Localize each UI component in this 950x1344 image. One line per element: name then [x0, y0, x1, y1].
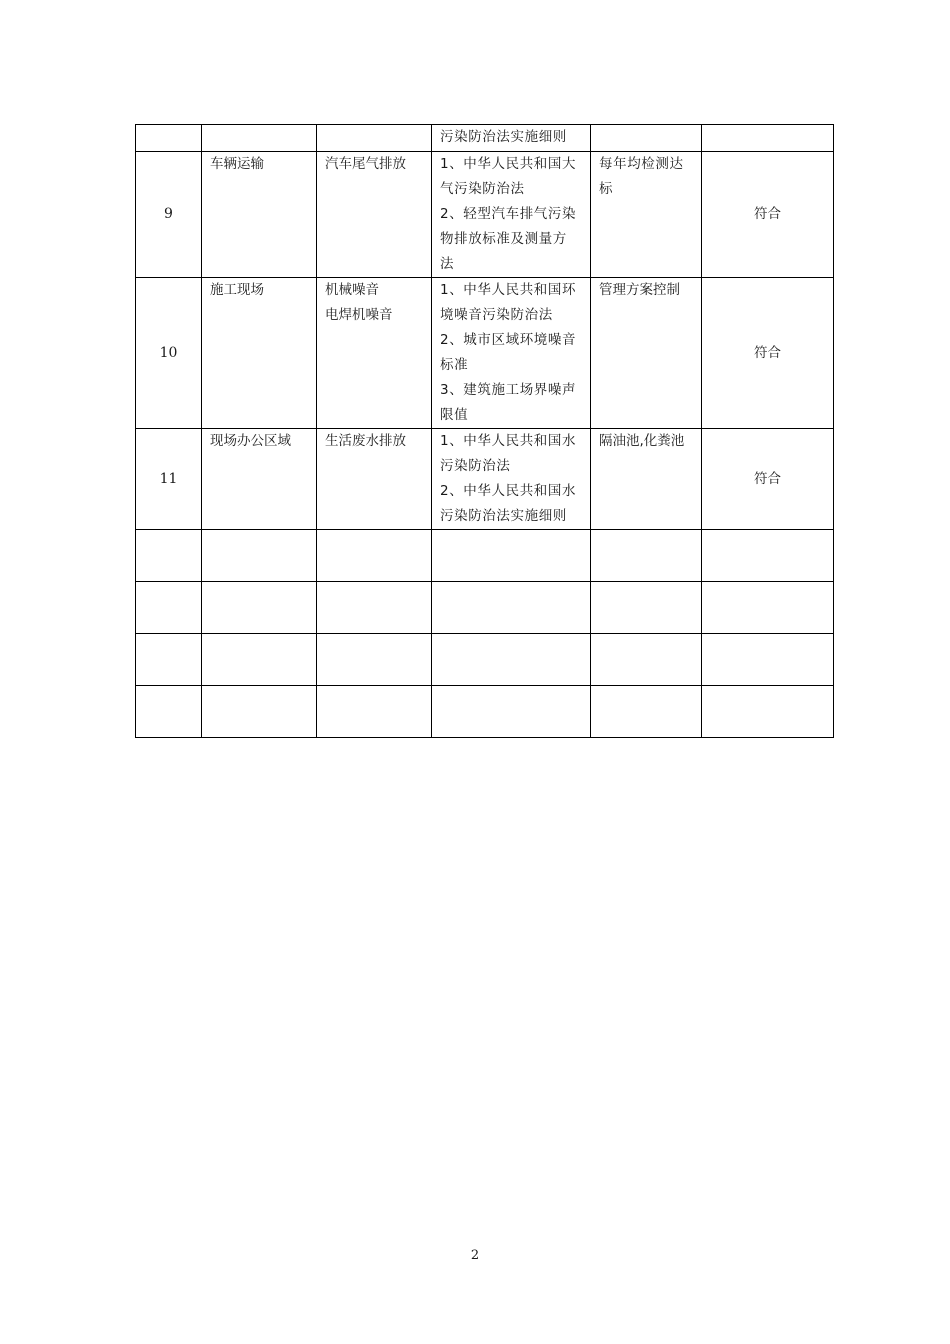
- law-line: 境噪音污染防治法: [440, 307, 553, 323]
- law-line: 限值: [440, 407, 469, 423]
- cell-location: [202, 278, 317, 429]
- measure-line: 标: [599, 181, 614, 197]
- measure-line: 每年均检测达: [599, 156, 684, 172]
- empty-cell: [591, 530, 702, 582]
- empty-cell: [136, 634, 202, 686]
- empty-cell: [432, 530, 591, 582]
- law-line: 2、轻型汽车排气污染: [440, 206, 577, 222]
- law-line: 2、城市区域环境噪音: [440, 332, 577, 348]
- cell-factor: [317, 429, 432, 530]
- empty-cell: [591, 634, 702, 686]
- empty-table-row: [136, 582, 834, 634]
- empty-cell: [591, 582, 702, 634]
- cell-law: [432, 278, 591, 429]
- cell-measure: [591, 125, 702, 152]
- law-line: 污染防治法: [440, 458, 511, 474]
- cell-result: 符合: [702, 278, 834, 429]
- page-number: 2: [470, 1248, 480, 1263]
- factor-text: 生活废水排放: [325, 433, 406, 449]
- empty-cell: [432, 582, 591, 634]
- law-line: 1、中华人民共和国大: [440, 156, 577, 172]
- cell-factor: [317, 278, 432, 429]
- row-number: 11: [136, 429, 202, 530]
- empty-cell: [317, 634, 432, 686]
- location-text: 现场办公区域: [210, 433, 291, 449]
- empty-cell: [202, 686, 317, 738]
- law-line: 1、中华人民共和国水: [440, 433, 577, 449]
- empty-cell: [317, 686, 432, 738]
- law-line: 污染防治法实施细则: [440, 129, 567, 145]
- cell-law: [432, 125, 591, 152]
- cell-location: [202, 429, 317, 530]
- location-text: 车辆运输: [210, 156, 264, 172]
- environmental-regulation-table: [135, 124, 834, 738]
- empty-cell: [702, 634, 834, 686]
- empty-cell: [317, 582, 432, 634]
- law-line: 气污染防治法: [440, 181, 525, 197]
- cell-measure: [591, 278, 702, 429]
- cell-factor: [317, 125, 432, 152]
- law-line: 1、中华人民共和国环: [440, 282, 577, 298]
- empty-cell: [317, 530, 432, 582]
- empty-cell: [702, 530, 834, 582]
- empty-cell: [432, 686, 591, 738]
- cell-no: [136, 125, 202, 152]
- cell-result: [702, 125, 834, 152]
- law-line: 3、建筑施工场界噪声: [440, 382, 577, 398]
- cell-law: [432, 152, 591, 278]
- cell-factor: [317, 152, 432, 278]
- law-line: 物排放标准及测量方: [440, 231, 567, 247]
- law-line: 标准: [440, 357, 469, 373]
- cell-result: 符合: [702, 152, 834, 278]
- table-row: [136, 429, 834, 530]
- empty-cell: [202, 582, 317, 634]
- factor-text: 汽车尾气排放: [325, 156, 406, 172]
- table-row: [136, 278, 834, 429]
- cell-location: [202, 125, 317, 152]
- cell-measure: [591, 429, 702, 530]
- empty-cell: [432, 634, 591, 686]
- measure-line: 管理方案控制: [599, 282, 680, 298]
- cell-law: [432, 429, 591, 530]
- law-line: 法: [440, 256, 455, 272]
- row-number: 9: [136, 152, 202, 278]
- cell-measure: [591, 152, 702, 278]
- empty-cell: [702, 686, 834, 738]
- table-row: [136, 152, 834, 278]
- law-line: 2、中华人民共和国水: [440, 483, 577, 499]
- empty-cell: [591, 686, 702, 738]
- empty-table-row: [136, 686, 834, 738]
- empty-table-row: [136, 530, 834, 582]
- empty-cell: [202, 634, 317, 686]
- factor-text: 电焊机噪音: [325, 307, 393, 323]
- cell-result: 符合: [702, 429, 834, 530]
- location-text: 施工现场: [210, 282, 264, 298]
- measure-line: 隔油池,化粪池: [599, 433, 685, 449]
- table-row-continuation: [136, 125, 834, 152]
- empty-cell: [136, 582, 202, 634]
- factor-text: 机械噪音: [325, 282, 379, 298]
- cell-location: [202, 152, 317, 278]
- empty-cell: [136, 686, 202, 738]
- empty-table-row: [136, 634, 834, 686]
- row-number: 10: [136, 278, 202, 429]
- law-line: 污染防治法实施细则: [440, 508, 567, 524]
- empty-cell: [136, 530, 202, 582]
- empty-cell: [202, 530, 317, 582]
- empty-cell: [702, 582, 834, 634]
